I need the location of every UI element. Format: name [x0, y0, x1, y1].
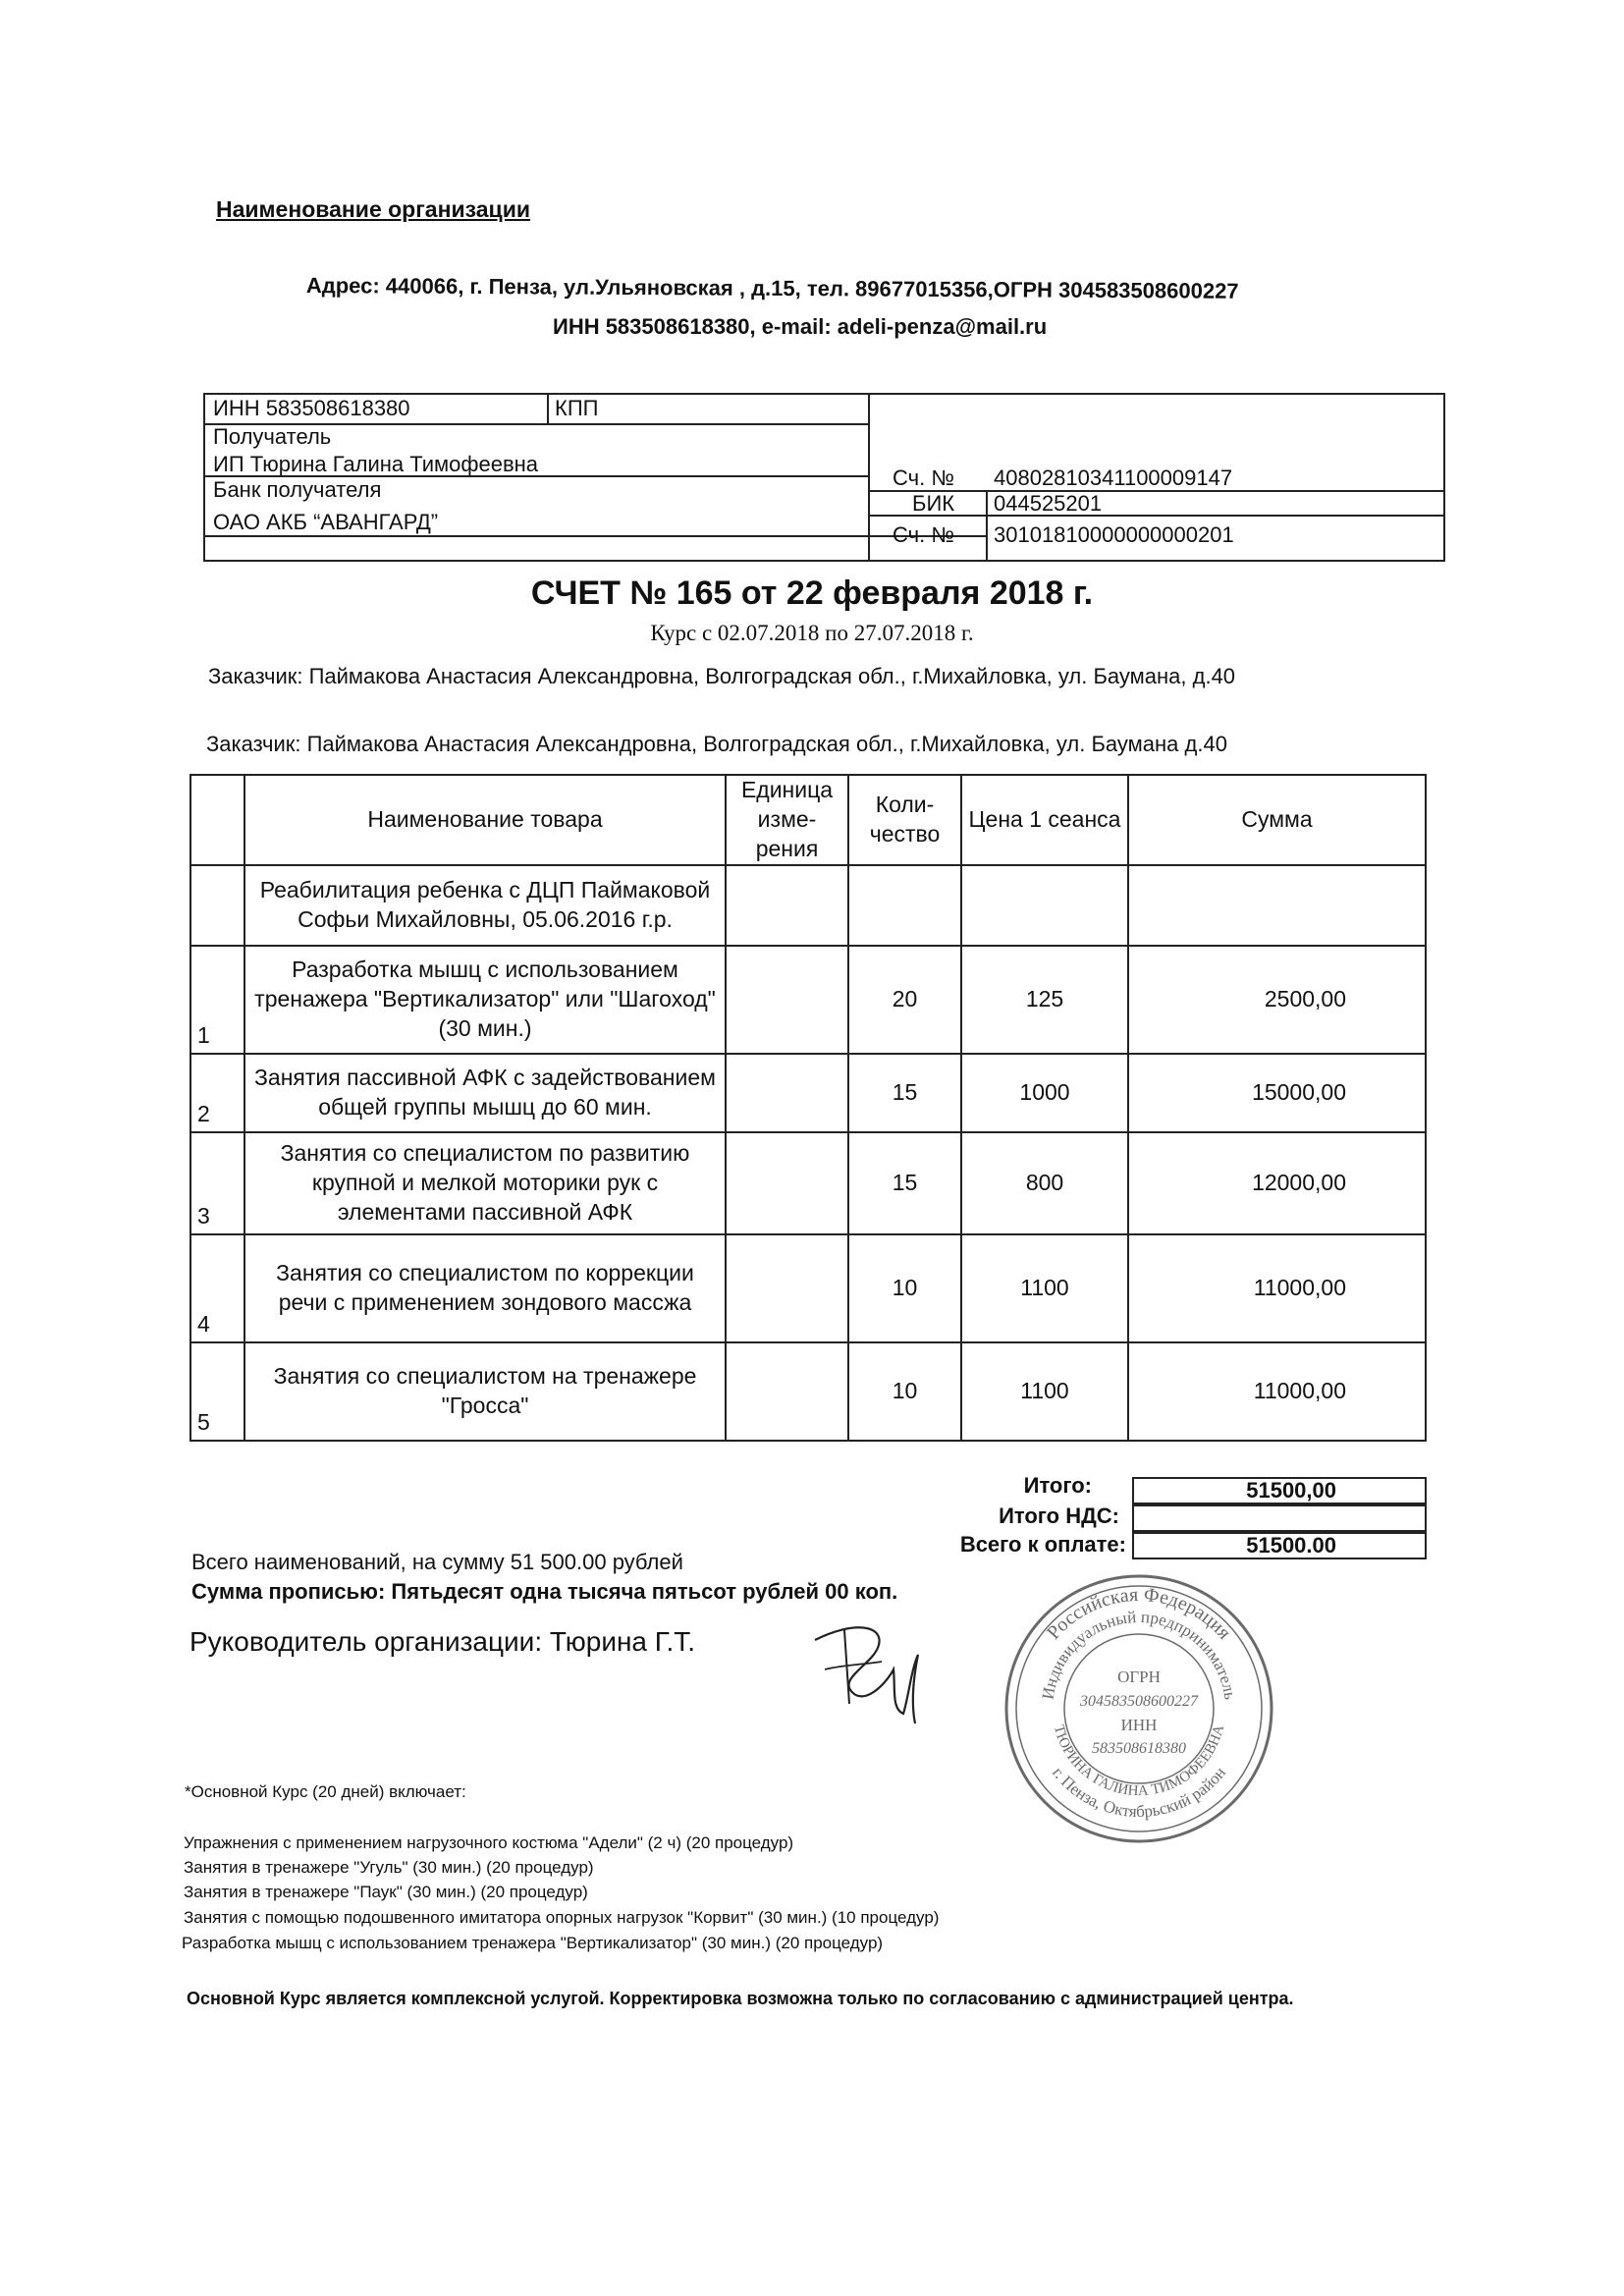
row-unit: [726, 946, 848, 1054]
row-number: 1: [190, 946, 244, 1054]
row-name: Занятия со специалистом по развитию крупной и мелкой моторики рук с элементами пассивной АФК: [244, 1132, 726, 1234]
header-price: Цена 1 сеанса: [961, 775, 1128, 865]
row-name: Занятия со специалистом по коррекции речи с применением зондового массжа: [244, 1234, 726, 1342]
recipient-name: ИП Тюрина Галина Тимофеевна: [213, 452, 539, 476]
header-qty: Коли-чество: [848, 775, 961, 865]
notes-item: Разработка мышц с использованием тренажера "Вертикализатор" (30 мин.) (20 процедур): [182, 1934, 884, 1952]
row-price: 1100: [961, 1234, 1128, 1342]
seal-stamp: [992, 1561, 1286, 1856]
table-row: [190, 1342, 1426, 1441]
row-price: 125: [961, 946, 1128, 1054]
notes-item: Занятия в тренажере "Паук" (30 мин.) (20 процедур): [184, 1883, 588, 1901]
inn-email-line: ИНН 583508618380, e-mail: adeli-penza@mail.ru: [553, 314, 1048, 339]
bank-name: ОАО АКБ “АВАНГАРД”: [213, 510, 439, 534]
table-row: [190, 946, 1426, 1054]
row-unit: [726, 1234, 848, 1342]
table-row: [190, 1132, 1426, 1234]
header-unit: Единица изме-рения: [726, 775, 848, 865]
row-sum: 15000,00: [1128, 1054, 1426, 1132]
row-price: 800: [961, 1132, 1128, 1234]
row-number: 2: [190, 1054, 244, 1132]
svg-text:Индивидуальный предприниматель: Индивидуальный предприниматель: [1038, 1607, 1240, 1701]
amount-in-words: Сумма прописью: Пятьдесят одна тысяча пятьсот рублей 00 коп.: [191, 1579, 898, 1604]
bik-label: БИК: [912, 491, 955, 516]
row-sum: 11000,00: [1128, 1342, 1426, 1441]
svg-text:г. Пенза, Октябрьский район: г. Пенза, Октябрьский район: [1048, 1763, 1230, 1822]
row-price: 1000: [961, 1054, 1128, 1132]
row-name: Занятия пассивной АФК с задействованием общей группы мышц до 60 мин.: [244, 1054, 726, 1132]
total-value: 51500,00: [1132, 1477, 1427, 1504]
kpp-field: КПП: [555, 396, 599, 420]
head-of-organization: Руководитель организации: Тюрина Г.Т.: [189, 1626, 696, 1657]
course-period: Курс с 02.07.2018 по 27.07.2018 г.: [650, 621, 974, 645]
svg-text:ОГРН: ОГРН: [1117, 1667, 1161, 1686]
items-count-line: Всего наименований, на сумму 51 500.00 рублей: [191, 1550, 683, 1574]
row-qty: 15: [848, 1054, 961, 1132]
row-unit: [726, 1342, 848, 1441]
customer-line: Заказчик: Паймакова Анастасия Александровна, Волгоградская обл., г.Михайловка, ул. Баумана д.40: [206, 732, 1227, 756]
items-table: [189, 774, 1427, 1442]
row-qty: 10: [848, 1342, 961, 1441]
row-number: 4: [190, 1234, 244, 1342]
address-line: Адрес: 440066, г. Пенза, ул.Ульяновская , д.15, тел. 89677015356,ОГРН 304583508600227: [305, 273, 1239, 303]
vat-label: Итого НДС:: [999, 1503, 1119, 1528]
notes-item: Занятия с помощью подошвенного имитатора опорных нагрузок "Корвит" (30 мин.) (10 процедур): [184, 1908, 940, 1927]
row-name: Занятия со специалистом на тренажере "Гросса": [244, 1342, 726, 1441]
corr-account-number: 30101810000000000201: [994, 522, 1234, 547]
row-qty: 10: [848, 1234, 961, 1342]
due-label: Всего к оплате:: [959, 1532, 1126, 1557]
signature: [795, 1611, 943, 1738]
table-group-row: [190, 865, 1426, 946]
bank-label: Банк получателя: [213, 477, 382, 502]
final-note: Основной Курс является комплексной услугой. Корректировка возможна только по согласованию с администрацией центра.: [187, 1989, 1294, 2008]
svg-text:583508618380: 583508618380: [1092, 1740, 1186, 1757]
notes-item: Упражнения с применением нагрузочного костюма "Адели" (2 ч) (20 процедур): [184, 1833, 794, 1852]
account-number: 40802810341100009147: [994, 465, 1233, 490]
header-number: [190, 775, 244, 865]
account-label: Сч. №: [893, 465, 954, 490]
row-sum: 12000,00: [1128, 1132, 1426, 1234]
total-label: Итого:: [1023, 1473, 1092, 1498]
bik-number: 044525201: [994, 491, 1103, 516]
row-name: Разработка мышц с использованием тренажера "Вертикализатор" или "Шагоход" (30 мин.): [244, 946, 726, 1054]
svg-text:ИНН: ИНН: [1120, 1716, 1158, 1734]
corr-account-label: Сч. №: [893, 522, 954, 547]
group-title: Реабилитация ребенка с ДЦП Паймаковой Софьи Михайловны, 05.06.2016 г.р.: [244, 865, 726, 946]
row-sum: 2500,00: [1128, 946, 1426, 1054]
vat-value: [1132, 1504, 1427, 1532]
notes-intro: *Основной Курс (20 дней) включает:: [185, 1782, 466, 1801]
customer-line: Заказчик: Паймакова Анастасия Александровна, Волгоградская обл., г.Михайловка, ул. Баумана, д.40: [208, 664, 1236, 688]
header-name: Наименование товара: [244, 775, 726, 865]
header-sum: Сумма: [1128, 775, 1426, 865]
recipient-label: Получатель: [213, 424, 332, 449]
svg-text:304583508600227: 304583508600227: [1080, 1693, 1198, 1710]
notes-item: Занятия в тренажере "Угуль" (30 мин.) (20 процедур): [184, 1858, 594, 1877]
organization-name: Наименование организации: [216, 196, 530, 222]
invoice-title: СЧЕТ № 165 от 22 февраля 2018 г.: [530, 574, 1094, 612]
inn-field: ИНН 583508618380: [213, 396, 410, 420]
row-qty: 15: [848, 1132, 961, 1234]
svg-text:ТЮРИНА ГАЛИНА ТИМОФЕЕВНА: ТЮРИНА ГАЛИНА ТИМОФЕЕВНА: [1050, 1722, 1228, 1800]
row-unit: [726, 1054, 848, 1132]
svg-text:Российская Федерация: Российская Федерация: [1043, 1583, 1235, 1644]
table-row: [190, 1234, 1426, 1342]
row-number: 5: [190, 1342, 244, 1441]
bank-requisites: [203, 393, 1445, 562]
row-unit: [726, 1132, 848, 1234]
row-qty: 20: [848, 946, 961, 1054]
due-value: 51500.00: [1132, 1532, 1427, 1559]
table-row: [190, 1054, 1426, 1132]
row-number: 3: [190, 1132, 244, 1234]
row-price: 1100: [961, 1342, 1128, 1441]
table-header-row: [190, 775, 1426, 865]
row-sum: 11000,00: [1128, 1234, 1426, 1342]
